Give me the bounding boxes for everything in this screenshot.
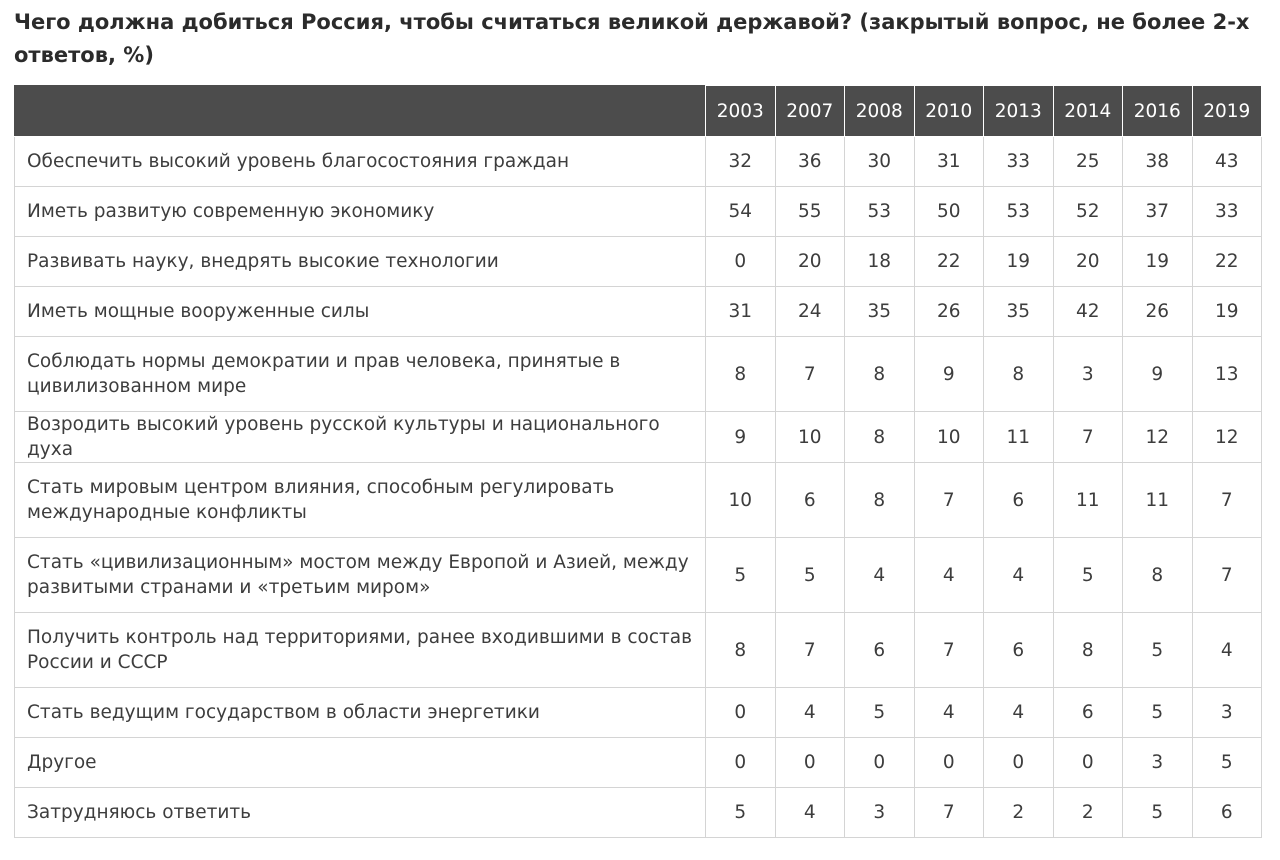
row-label: Стать мировым центром влияния, способным регулировать международные конфликты [15,463,706,538]
header-corner-cell [15,86,706,137]
cell-value-2014: 8 [1053,613,1123,688]
cell-value-2016: 9 [1123,337,1193,412]
cell-value-2003: 32 [706,137,776,187]
cell-value-2013: 2 [984,788,1054,838]
cell-value-2013: 4 [984,538,1054,613]
table-row [15,287,1262,337]
cell-value-2008: 8 [845,463,915,538]
cell-value-2016: 11 [1123,463,1193,538]
cell-value-2003: 0 [706,738,776,788]
cell-value-2013: 33 [984,137,1054,187]
cell-value-2010: 7 [914,463,984,538]
year-header-2016: 2016 [1123,86,1193,137]
cell-value-2016: 19 [1123,237,1193,287]
cell-value-2019: 12 [1192,412,1262,463]
cell-value-2016: 12 [1123,412,1193,463]
cell-value-2008: 53 [845,187,915,237]
cell-value-2013: 4 [984,688,1054,738]
cell-value-2016: 37 [1123,187,1193,237]
cell-value-2014: 20 [1053,237,1123,287]
cell-value-2019: 5 [1192,738,1262,788]
cell-value-2013: 11 [984,412,1054,463]
cell-value-2019: 4 [1192,613,1262,688]
row-label: Затрудняюсь ответить [15,788,706,838]
cell-value-2008: 8 [845,412,915,463]
cell-value-2003: 31 [706,287,776,337]
cell-value-2016: 5 [1123,688,1193,738]
cell-value-2013: 8 [984,337,1054,412]
cell-value-2010: 22 [914,237,984,287]
cell-value-2010: 31 [914,137,984,187]
cell-value-2007: 4 [775,688,845,738]
cell-value-2016: 5 [1123,788,1193,838]
cell-value-2007: 36 [775,137,845,187]
cell-value-2007: 55 [775,187,845,237]
year-header-2019: 2019 [1192,86,1262,137]
cell-value-2008: 8 [845,337,915,412]
year-header-2008: 2008 [845,86,915,137]
cell-value-2007: 0 [775,738,845,788]
row-label: Другое [15,738,706,788]
cell-value-2010: 9 [914,337,984,412]
cell-value-2019: 33 [1192,187,1262,237]
cell-value-2013: 19 [984,237,1054,287]
cell-value-2016: 26 [1123,287,1193,337]
table-row [15,613,1262,688]
table-row [15,137,1262,187]
cell-value-2014: 7 [1053,412,1123,463]
cell-value-2014: 25 [1053,137,1123,187]
table-row [15,788,1262,838]
cell-value-2013: 35 [984,287,1054,337]
year-header-2014: 2014 [1053,86,1123,137]
table-row [15,538,1262,613]
cell-value-2007: 7 [775,613,845,688]
cell-value-2008: 6 [845,613,915,688]
cell-value-2016: 3 [1123,738,1193,788]
cell-value-2019: 13 [1192,337,1262,412]
cell-value-2008: 18 [845,237,915,287]
row-label: Иметь развитую современную экономику [15,187,706,237]
cell-value-2008: 30 [845,137,915,187]
cell-value-2003: 0 [706,237,776,287]
row-label: Получить контроль над территориями, ранее входившими в состав России и СССР [15,613,706,688]
row-label: Обеспечить высокий уровень благосостояния граждан [15,137,706,187]
table-body [15,137,1262,838]
cell-value-2014: 3 [1053,337,1123,412]
cell-value-2010: 7 [914,613,984,688]
cell-value-2010: 0 [914,738,984,788]
cell-value-2019: 22 [1192,237,1262,287]
cell-value-2007: 6 [775,463,845,538]
year-header-2010: 2010 [914,86,984,137]
year-header-2013: 2013 [984,86,1054,137]
row-label: Иметь мощные вооруженные силы [15,287,706,337]
row-label: Развивать науку, внедрять высокие технологии [15,237,706,287]
table-row [15,237,1262,287]
cell-value-2003: 5 [706,788,776,838]
cell-value-2014: 2 [1053,788,1123,838]
cell-value-2003: 8 [706,613,776,688]
row-label: Возродить высокий уровень русской культуры и национального духа [15,412,706,463]
cell-value-2003: 9 [706,412,776,463]
table-row [15,463,1262,538]
cell-value-2007: 10 [775,412,845,463]
cell-value-2013: 53 [984,187,1054,237]
cell-value-2019: 3 [1192,688,1262,738]
table-row [15,337,1262,412]
cell-value-2014: 52 [1053,187,1123,237]
cell-value-2016: 38 [1123,137,1193,187]
cell-value-2014: 0 [1053,738,1123,788]
cell-value-2010: 26 [914,287,984,337]
row-label: Стать ведущим государством в области энергетики [15,688,706,738]
table-row [15,187,1262,237]
cell-value-2019: 7 [1192,538,1262,613]
cell-value-2008: 5 [845,688,915,738]
cell-value-2010: 4 [914,538,984,613]
cell-value-2014: 6 [1053,688,1123,738]
cell-value-2014: 5 [1053,538,1123,613]
cell-value-2003: 0 [706,688,776,738]
row-label: Соблюдать нормы демократии и прав человека, принятые в цивилизованном мире [15,337,706,412]
cell-value-2016: 5 [1123,613,1193,688]
table-row [15,738,1262,788]
cell-value-2010: 7 [914,788,984,838]
table-row [15,688,1262,738]
survey-table [14,85,1262,838]
cell-value-2019: 6 [1192,788,1262,838]
cell-value-2013: 6 [984,463,1054,538]
cell-value-2019: 43 [1192,137,1262,187]
year-header-2003: 2003 [706,86,776,137]
cell-value-2013: 0 [984,738,1054,788]
cell-value-2003: 5 [706,538,776,613]
cell-value-2008: 0 [845,738,915,788]
table-title: Чего должна добиться Россия, чтобы считаться великой державой? (закрытый вопрос, не более 2-х ответов, %) [14,10,1250,67]
cell-value-2003: 8 [706,337,776,412]
cell-value-2010: 4 [914,688,984,738]
cell-value-2010: 50 [914,187,984,237]
cell-value-2007: 5 [775,538,845,613]
cell-value-2007: 4 [775,788,845,838]
table-row [15,412,1262,463]
cell-value-2008: 3 [845,788,915,838]
cell-value-2003: 54 [706,187,776,237]
cell-value-2016: 8 [1123,538,1193,613]
cell-value-2019: 19 [1192,287,1262,337]
cell-value-2013: 6 [984,613,1054,688]
cell-value-2008: 4 [845,538,915,613]
cell-value-2003: 10 [706,463,776,538]
cell-value-2010: 10 [914,412,984,463]
cell-value-2014: 11 [1053,463,1123,538]
row-label: Стать «цивилизационным» мостом между Европой и Азией, между развитыми странами и «третьим миром» [15,538,706,613]
cell-value-2019: 7 [1192,463,1262,538]
header-row [15,86,1262,137]
cell-value-2007: 20 [775,237,845,287]
year-header-2007: 2007 [775,86,845,137]
cell-value-2007: 7 [775,337,845,412]
cell-value-2008: 35 [845,287,915,337]
cell-value-2014: 42 [1053,287,1123,337]
cell-value-2007: 24 [775,287,845,337]
